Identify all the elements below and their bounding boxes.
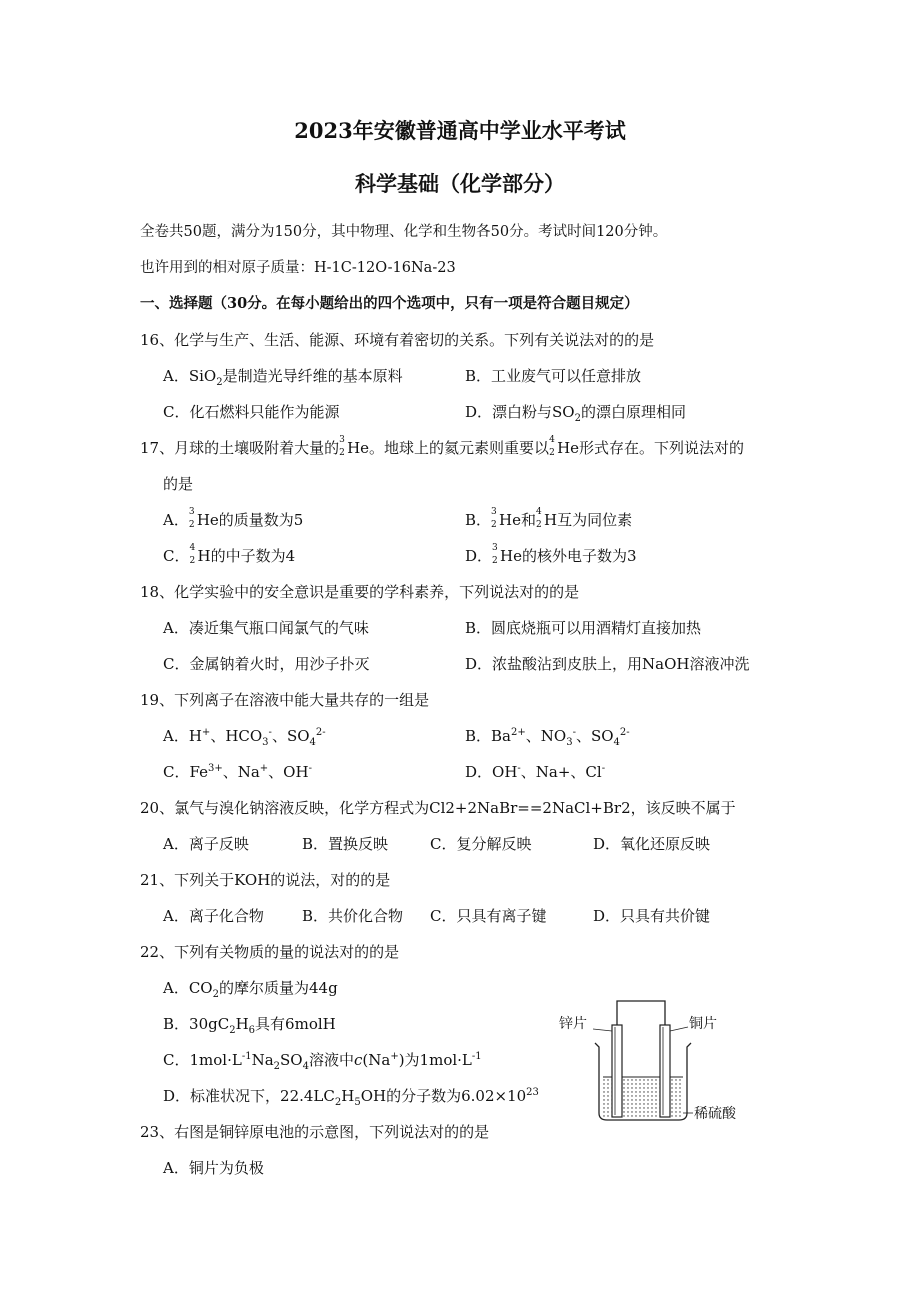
question-19-stem: 19、下列离子在溶液中能大量共存的一组是 [140,691,430,709]
acid-label: 稀硫酸 [694,1106,736,1122]
question-16-option-d: D．漂白粉与$SO_2$的漂白原理相同 [465,403,686,424]
intro-line-1: 全卷共50题，满分为150分，其中物理、化学和生物各50分。考试时间120分钟。 [140,224,668,240]
question-22-option-d: D．标准状况下，$22.4LC_2H_5OH$的分子数为$6.02\times 10^{23}$ [163,1087,539,1108]
galvanic-cell-diagram [555,995,755,1130]
question-21-option-c: C．只具有离子键 [430,907,547,925]
question-16-option-a: A．SiO$_2$是制造光导纤维的基本原料 [163,367,403,388]
question-18-option-b: B．圆底烧瓶可以用酒精灯直接加热 [465,619,702,637]
question-17-option-c: C． 4 2 H的中子数为4 [163,543,296,566]
question-17-option-b: B． 3 2 He和 4 2 H互为同位素 [465,507,633,530]
question-18-option-a: A．凑近集气瓶口闻氯气的气味 [163,619,369,637]
question-19-option-c: C．$Fe^{3+}$、Na+、OH- [163,763,312,781]
question-21-option-b: B．共价化合物 [302,907,404,925]
question-23-stem: 23、右图是铜锌原电池的示意图，下列说法对的的是 [140,1123,490,1141]
nuclide-he3: 3 2 [339,435,345,458]
question-19-option-d: D．OH-、Na+、Cl- [465,763,606,781]
zinc-electrode [612,1025,622,1117]
question-21-option-d: D．只具有共价键 [593,907,711,925]
question-19-option-a: A．H+、$HCO_3^-$、$SO_4^{2-}$ [163,727,326,748]
question-21-option-a: A．离子化合物 [163,907,264,925]
zinc-label: 锌片 [559,1016,587,1032]
question-18-option-d: D．浓盐酸沾到皮肤上，用NaOH溶液冲洗 [465,655,750,673]
question-16-option-b: B．工业废气可以任意排放 [465,367,642,385]
question-16-stem: 16、化学与生产、生活、能源、环境有着密切的关系。下列有关说法对的的是 [140,331,655,349]
question-19-option-b: B．$Ba^{2+}$、$NO_3^-$、$SO_4^{2-}$ [465,727,630,748]
question-16-option-c: C．化石燃料只能作为能源 [163,403,340,421]
intro-line-2: 也许用到的相对原子质量：H-1C-12O-16Na-23 [140,260,456,276]
question-18-option-c: C．金属钠着火时，用沙子扑灭 [163,655,370,673]
question-20-option-d: D．氧化还原反映 [593,835,711,853]
connecting-wire [617,1001,665,1033]
nuclide-he4: 4 2 [549,435,555,458]
copper-electrode [660,1025,670,1117]
page-subtitle: 科学基础（化学部分） [355,171,565,196]
question-23-option-a: A．铜片为负极 [163,1159,264,1177]
question-18-stem: 18、化学实验中的安全意识是重要的学科素养，下列说法对的的是 [140,583,580,601]
question-21-stem: 21、下列关于KOH的说法，对的的是 [140,871,391,889]
question-22-option-c: C．$1mol\cdot L^{-1}Na_2SO_4$溶液中c(Na+)为$1mol\cdot L^{-1}$ [163,1051,482,1072]
question-20-option-c: C．复分解反映 [430,835,532,853]
question-17-option-a: A． 3 2 He的质量数为5 [163,507,304,530]
page-title: 2023年安徽普通高中学业水平考试 [294,118,626,143]
copper-label: 铜片 [689,1016,717,1032]
question-20-option-b: B．置换反映 [302,835,389,853]
question-17-option-d: D． 3 2 He的核外电子数为3 [465,543,637,566]
question-22-stem: 22、下列有关物质的量的说法对的的是 [140,943,400,961]
question-22-option-b: B．$30gC_2H_6$具有6molH [163,1015,336,1036]
question-17-stem: 17、月球的土壤吸附着大量的 3 2 He。地球上的氦元素则重要以 4 2 He形式存在。下列说法对的 [140,435,745,458]
question-20-stem: 20、氯气与溴化钠溶液反映，化学方程式为Cl2+2NaBr==2NaCl+Br2，该反映不属于 [140,799,736,817]
question-22-option-a: A．$CO_2$的摩尔质量为44g [163,979,338,1000]
section-heading: 一、选择题（30分。在每小题给出的四个选项中，只有一项是符合题目规定） [140,295,639,312]
question-20-option-a: A．离子反映 [163,835,249,853]
question-17-stem-line-2: 的是 [163,475,194,493]
